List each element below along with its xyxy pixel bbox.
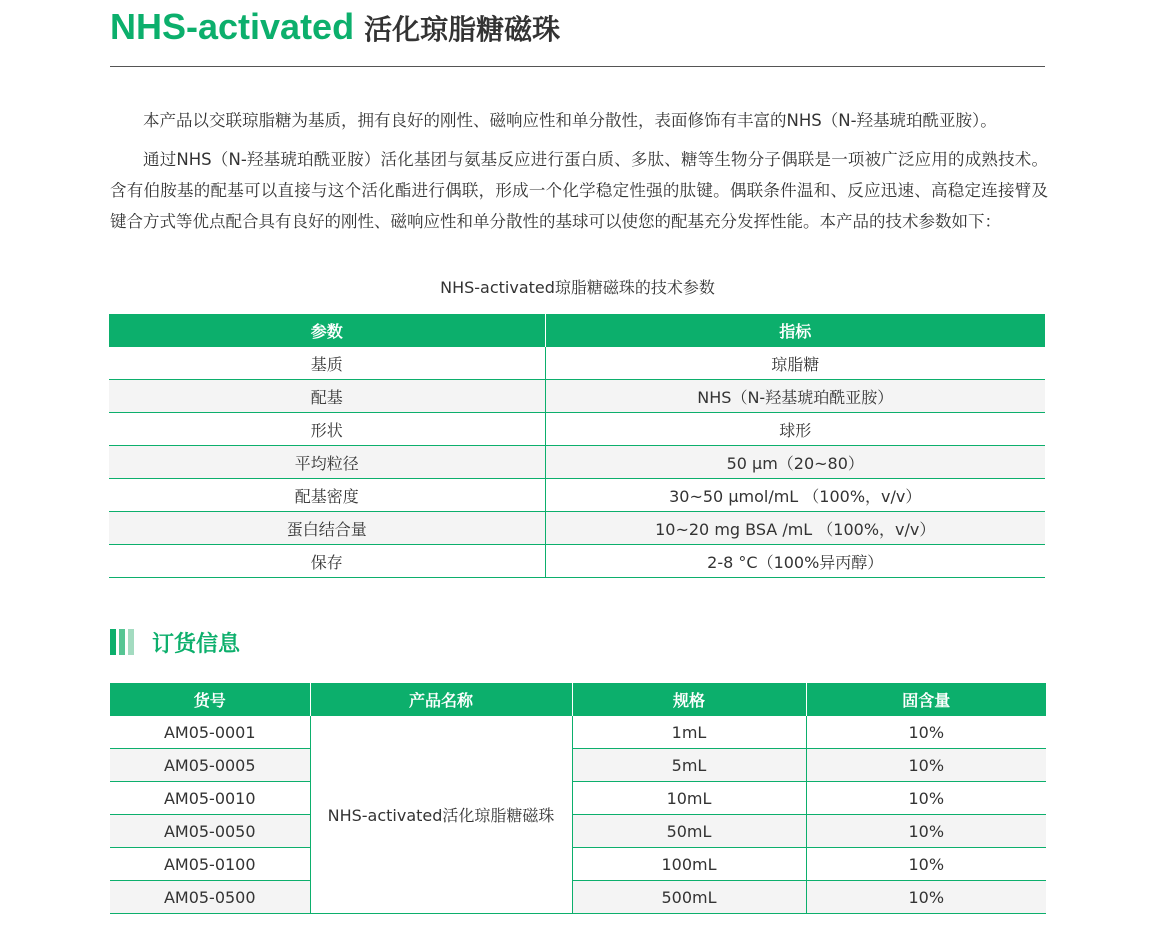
spec-value-cell: 50 μm（20~80）: [545, 446, 1045, 479]
order-section-heading: [110, 626, 240, 658]
spec-value-cell: 2-8 °C（100%异丙醇）: [545, 545, 1045, 578]
spec-value-cell: NHS（N-羟基琥珀酰亚胺）: [545, 380, 1045, 413]
table-row: [109, 512, 1045, 545]
table-row: [110, 848, 1046, 881]
table-row: [110, 782, 1046, 815]
table-row: [109, 413, 1045, 446]
order-solid-cell: 10%: [806, 782, 1046, 815]
intro-text: [110, 105, 1048, 245]
order-solid-cell: 10%: [806, 815, 1046, 848]
spec-table-caption: NHS-activated琼脂糖磁珠的技术参数: [440, 278, 715, 297]
order-solid-cell: 10%: [806, 716, 1046, 749]
order-size-cell: 100mL: [572, 848, 806, 881]
spec-header-param: 参数: [109, 314, 545, 347]
page-title: [110, 6, 560, 52]
table-row: [109, 446, 1045, 479]
order-sku-cell: AM05-0500: [110, 881, 310, 914]
intro-paragraph-1: 本产品以交联琼脂糖为基质，拥有良好的刚性、磁响应性和单分散性，表面修饰有丰富的NHS（N-羟基琥珀酰亚胺）。: [143, 111, 997, 130]
order-sku-cell: AM05-0001: [110, 716, 310, 749]
spec-param-cell: 蛋白结合量: [109, 512, 545, 545]
table-row: [110, 716, 1046, 749]
spec-value-cell: 琼脂糖: [545, 347, 1045, 380]
spec-table: [109, 314, 1045, 578]
order-size-cell: 1mL: [572, 716, 806, 749]
spec-param-cell: 平均粒径: [109, 446, 545, 479]
table-row: [109, 347, 1045, 380]
title-divider: [110, 66, 1045, 67]
spec-header-value: 指标: [545, 314, 1045, 347]
intro-paragraph-2: 通过NHS（N-羟基琥珀酰亚胺）活化基团与氨基反应进行蛋白质、多肽、糖等生物分子偶联是一项被广泛应用的成熟技术。含有伯胺基的配基可以直接与这个活化酯进行偶联，形成一个化学稳定性强的肽键。偶联条件温和、反应迅速、高稳定连接臂及键合方式等优点配合具有良好的刚性、磁响应性和单分散性的基球可以使您的配基充分发挥性能。本产品的技术参数如下：: [110, 150, 1048, 231]
spec-param-cell: 形状: [109, 413, 545, 446]
spec-value-cell: 30~50 μmol/mL （100%，v/v）: [545, 479, 1045, 512]
order-solid-cell: 10%: [806, 749, 1046, 782]
order-sku-cell: AM05-0005: [110, 749, 310, 782]
order-size-cell: 500mL: [572, 881, 806, 914]
order-product-name-cell: NHS-activated活化琼脂糖磁珠: [310, 716, 572, 914]
table-row: [109, 479, 1045, 512]
order-header-size: 规格: [572, 683, 806, 716]
spec-param-cell: 保存: [109, 545, 545, 578]
table-row: [109, 545, 1045, 578]
page-title-cn: 活化琼脂糖磁珠: [364, 13, 561, 46]
order-size-cell: 5mL: [572, 749, 806, 782]
order-sku-cell: AM05-0010: [110, 782, 310, 815]
section-bars-icon: [110, 629, 137, 655]
table-row: [110, 815, 1046, 848]
table-row: [110, 881, 1046, 914]
order-sku-cell: AM05-0100: [110, 848, 310, 881]
order-solid-cell: 10%: [806, 881, 1046, 914]
order-table-header: [110, 683, 1046, 716]
spec-param-cell: 配基: [109, 380, 545, 413]
table-row: [110, 749, 1046, 782]
order-sku-cell: AM05-0050: [110, 815, 310, 848]
order-table: [110, 683, 1046, 914]
order-size-cell: 50mL: [572, 815, 806, 848]
spec-value-cell: 10~20 mg BSA /mL （100%，v/v）: [545, 512, 1045, 545]
spec-table-header: [109, 314, 1045, 347]
order-header-solid: 固含量: [806, 683, 1046, 716]
order-header-sku: 货号: [110, 683, 310, 716]
order-header-product: 产品名称: [310, 683, 572, 716]
spec-value-cell: 球形: [545, 413, 1045, 446]
table-row: [109, 380, 1045, 413]
spec-param-cell: 配基密度: [109, 479, 545, 512]
spec-param-cell: 基质: [109, 347, 545, 380]
order-size-cell: 10mL: [572, 782, 806, 815]
page-title-en: NHS-activated: [110, 6, 355, 47]
order-section-title: 订货信息: [152, 631, 241, 657]
order-solid-cell: 10%: [806, 848, 1046, 881]
